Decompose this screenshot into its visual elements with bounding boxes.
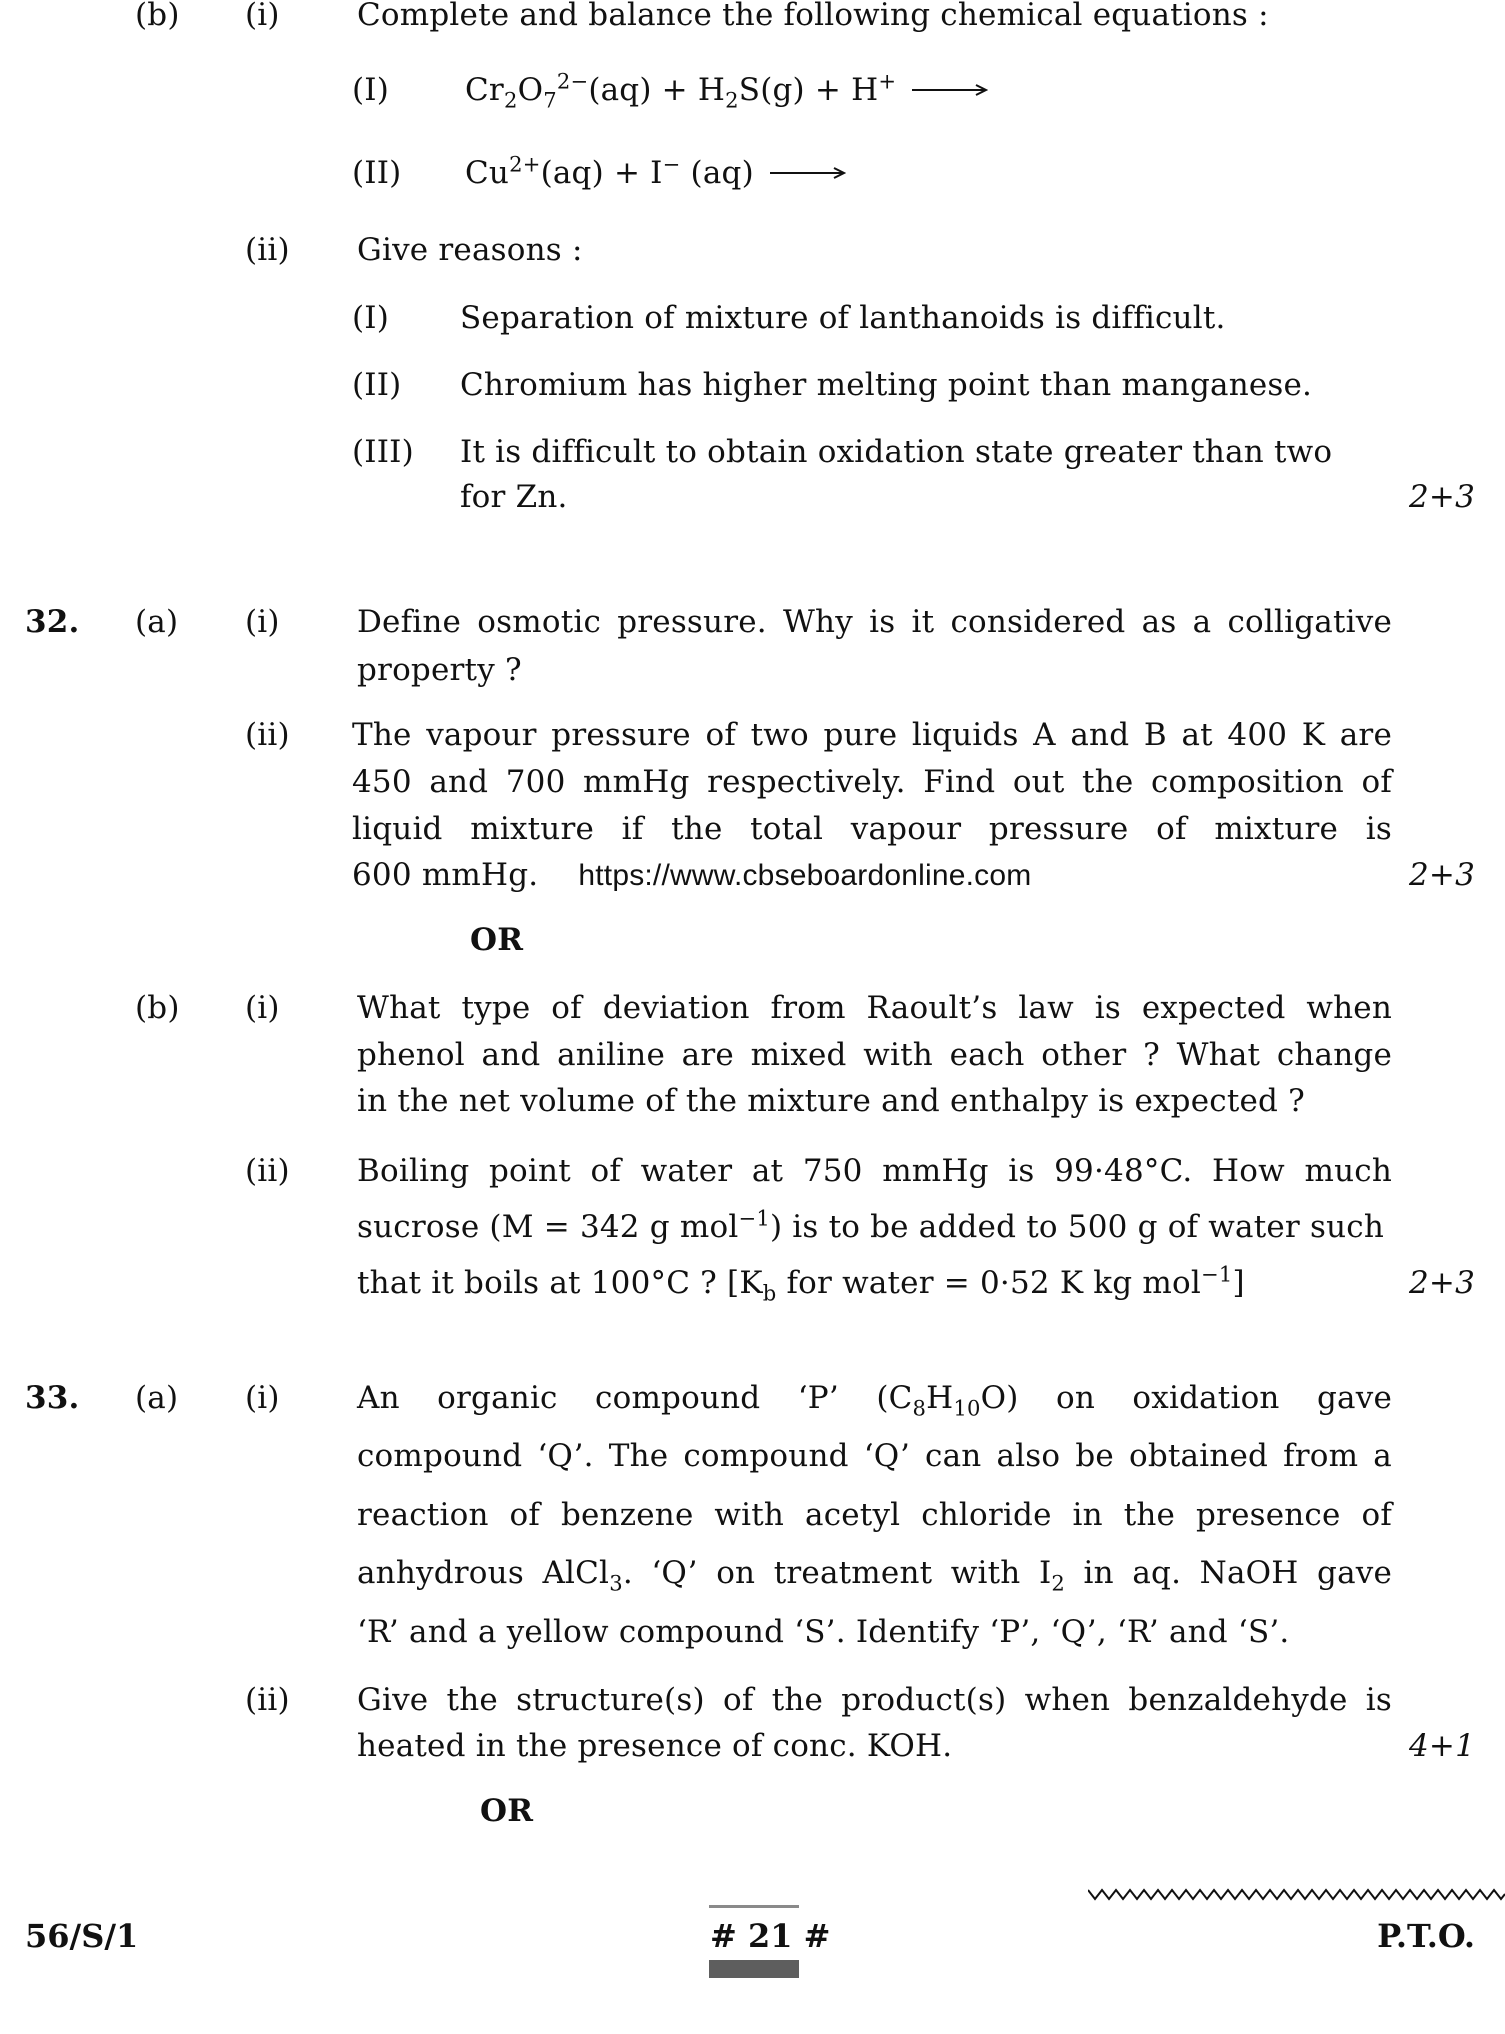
paper-code: 56/S/1 <box>25 1917 139 1955</box>
reaction-arrow-icon <box>912 83 988 97</box>
q32a-marks: 2+3 <box>1408 857 1475 893</box>
equation-1 <box>465 68 988 113</box>
q32a-i-line1: Define osmotic pressure. Why is it considered as a colligative <box>357 604 1392 640</box>
equation-2 <box>465 151 846 191</box>
subscript: 8 <box>912 1395 927 1421</box>
eq-superscript: + <box>878 68 897 94</box>
q33a-i-line5: ‘R’ and a yellow compound ‘S’. Identify ‘P’, ‘Q’, ‘R’ and ‘S’. <box>357 1614 1290 1650</box>
q33a-i-line2: compound ‘Q’. The compound ‘Q’ can also be obtained from a <box>357 1438 1392 1474</box>
eq-superscript: 2+ <box>509 151 541 177</box>
eq-subscript: 2 <box>725 87 739 113</box>
please-turn-over: P.T.O. <box>1377 1917 1475 1955</box>
page-number-bottom-block <box>709 1960 799 1978</box>
q33a-ii-line2: heated in the presence of conc. KOH. <box>357 1728 953 1764</box>
q33a-i-label: (i) <box>245 1380 280 1416</box>
eq-subscript: 2 <box>503 87 518 113</box>
text: for water = 0·52 K kg mol <box>776 1265 1201 1301</box>
eq-superscript: 2− <box>556 68 589 94</box>
q32b-ii-line2 <box>357 1205 1384 1245</box>
q32b-i-line3: in the net volume of the mixture and enthalpy is expected ? <box>357 1083 1305 1119</box>
q31-part-b-label: (b) <box>135 0 180 33</box>
q31b-i-prompt: Complete and balance the following chemical equations : <box>357 0 1269 33</box>
q31b-i-label: (i) <box>245 0 280 33</box>
q33a-i-line4 <box>357 1555 1393 1596</box>
q32a-label: (a) <box>135 604 179 640</box>
eq-text: (aq) + H <box>588 72 726 108</box>
q32b-label: (b) <box>135 990 180 1026</box>
q32b-ii-label: (ii) <box>245 1153 290 1189</box>
reason-3-label: (III) <box>352 434 414 470</box>
reason-1-text: Separation of mixture of lanthanoids is difficult. <box>460 300 1226 336</box>
q32a-ii-line3: liquid mixture if the total vapour pressure of mixture is <box>352 811 1392 847</box>
q32a-i-line2: property ? <box>357 652 522 688</box>
q32-number: 32. <box>25 604 80 640</box>
watermark-url: https://www.cbseboardonline.com <box>578 859 1032 892</box>
q32a-ii-line4 <box>352 857 1032 893</box>
q33a-marks: 4+1 <box>1408 1728 1475 1764</box>
q32b-marks: 2+3 <box>1408 1265 1475 1301</box>
eq-superscript: − <box>662 151 681 177</box>
q31b-marks: 2+3 <box>1408 479 1475 515</box>
reason-3-text-line1: It is difficult to obtain oxidation state greater than two <box>460 434 1333 470</box>
subscript: 10 <box>953 1395 981 1421</box>
eq-text: O <box>517 72 544 108</box>
q33a-ii-line1: Give the structure(s) of the product(s) when benzaldehyde is <box>357 1682 1392 1718</box>
text: H <box>926 1380 954 1416</box>
reason-2-label: (II) <box>352 367 402 403</box>
eq-text: Cu <box>465 155 510 191</box>
q32b-ii-line1: Boiling point of water at 750 mmHg is 99·48°C. How much <box>357 1153 1392 1189</box>
q32a-ii-line4-text: 600 mmHg. <box>352 857 539 893</box>
eq-text: Cr <box>465 72 504 108</box>
page-number-top-rule <box>709 1905 799 1908</box>
q33a-label: (a) <box>135 1380 179 1416</box>
eq-text: (aq) + I <box>540 155 663 191</box>
q33-number: 33. <box>25 1380 80 1416</box>
q32b-ii-line3 <box>357 1261 1245 1306</box>
text: An organic compound ‘P’ (C <box>357 1380 913 1416</box>
q32a-ii-line1: The vapour pressure of two pure liquids A and B at 400 K are <box>352 717 1392 753</box>
q33a-i-line3: reaction of benzene with acetyl chloride in the presence of <box>357 1497 1392 1533</box>
q32a-i-label: (i) <box>245 604 280 640</box>
text: in aq. NaOH gave <box>1065 1555 1393 1591</box>
text: O) on oxidation gave <box>980 1380 1392 1416</box>
q31b-ii-label: (ii) <box>245 232 290 268</box>
q32b-i-label: (i) <box>245 990 280 1026</box>
eq2-label: (II) <box>352 155 402 191</box>
q32-or: OR <box>470 922 524 958</box>
reason-3-text-line2: for Zn. <box>460 479 568 515</box>
text: ] <box>1232 1265 1245 1301</box>
text: ) is to be added to 500 g of water such <box>769 1209 1384 1245</box>
q32a-ii-label: (ii) <box>245 717 290 753</box>
superscript: −1 <box>738 1205 770 1231</box>
eq1-label: (I) <box>352 72 390 108</box>
q33a-i-line1 <box>357 1380 1392 1421</box>
page-number: # 21 # <box>710 1917 831 1955</box>
reason-1-label: (I) <box>352 300 390 336</box>
eq-text: (aq) <box>680 155 754 191</box>
q31b-ii-prompt: Give reasons : <box>357 232 583 268</box>
superscript: −1 <box>1200 1261 1233 1287</box>
reason-2-text: Chromium has higher melting point than manganese. <box>460 367 1313 403</box>
text: sucrose (M = 342 g mol <box>357 1209 739 1245</box>
q32a-ii-line2: 450 and 700 mmHg respectively. Find out the composition of <box>352 764 1392 800</box>
q33-or: OR <box>480 1793 534 1829</box>
subscript: 2 <box>1051 1570 1066 1596</box>
zigzag-divider-icon <box>1088 1884 1505 1904</box>
reaction-arrow-icon <box>770 166 846 180</box>
q32b-i-line1: What type of deviation from Raoult’s law is expected when <box>357 990 1392 1026</box>
text: anhydrous AlCl <box>357 1555 610 1591</box>
text: . ‘Q’ on treatment with I <box>622 1555 1052 1591</box>
subscript: b <box>762 1280 777 1306</box>
q33a-ii-label: (ii) <box>245 1682 290 1718</box>
subscript: 3 <box>609 1570 623 1596</box>
text: that it boils at 100°C ? [K <box>357 1265 763 1301</box>
eq-subscript: 7 <box>543 87 557 113</box>
q32b-i-line2: phenol and aniline are mixed with each other ? What change <box>357 1037 1392 1073</box>
eq-text: S(g) + H <box>738 72 879 108</box>
